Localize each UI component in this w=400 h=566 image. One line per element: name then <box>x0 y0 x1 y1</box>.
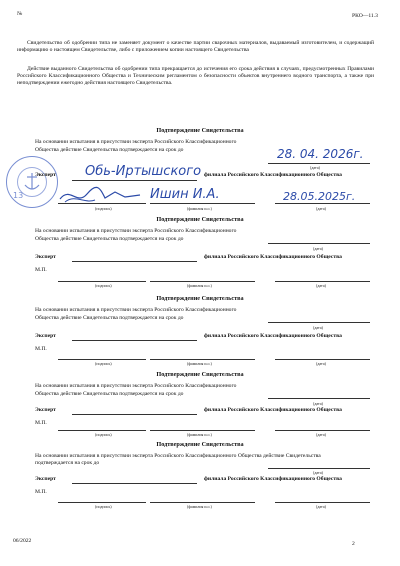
date-caption-2b: (дата) <box>316 283 326 288</box>
date-caption-1b: (дата) <box>316 206 326 211</box>
branch-label-5: филиала Российского Классификационного Общества <box>204 476 342 482</box>
basis-line-1b: Общества действие Свидетельства подтверждается на срок до <box>35 147 184 153</box>
basis-line-4a: На основании испытания в присутствии эксперта Российского Классификационного <box>35 383 237 389</box>
basis-line-1a: На основании испытания в присутствии эксперта Российского Классификационного <box>35 139 237 145</box>
date-caption-3a: (дата) <box>313 325 323 330</box>
expert-label-3: Эксперт <box>35 333 56 339</box>
handwritten-date-until: 28. 04. 2026г. <box>277 147 364 161</box>
date-caption-3b: (дата) <box>316 361 326 366</box>
handwritten-expert-name: Ишин И.А. <box>150 187 220 202</box>
intro-paragraph-1: Свидетельство об одобрении типа не заменяет документ о качестве партии сварочных материалов, выдаваемый изготовителем, и содержащий информацию о настоящем Свидетельстве, либо с приложением копии настоящего Свидетельства <box>17 40 374 53</box>
mp-label-3: М.П. <box>35 346 47 352</box>
confirmation-heading-5: Подтверждение Свидетельства <box>156 441 244 448</box>
sign-caption-1: (подпись) <box>95 206 112 211</box>
basis-line-3a: На основании испытания в присутствии эксперта Российского Классификационного <box>35 307 237 313</box>
date-caption-1a: (дата) <box>310 165 320 170</box>
date-caption-4b: (дата) <box>316 432 326 437</box>
basis-line-5: На основании испытания в присутствии эксперта Российского Классификационного Общества действие Свидетельства подтверждается на срок до <box>35 453 321 466</box>
confirmation-heading-4: Подтверждение Свидетельства <box>156 371 244 378</box>
name-caption-2: (фамилия и.о.) <box>187 283 212 288</box>
intro-paragraph-2: Действие выданного Свидетельства об одобрении типа прекращается до истечения его срока действия в случаях, предусмотренных Правилами Российского Классификационного Общества и Техническим регламентом о безопасности объектов внутреннего водного транспорта, а также при неподтверждении ежегодно действия настоящего Свидетельства. <box>17 66 374 86</box>
date-caption-4a: (дата) <box>313 401 323 406</box>
name-caption-4: (фамилия и.о.) <box>187 432 212 437</box>
basis-line-4b: Общества действие Свидетельства подтверждается на срок до <box>35 391 184 397</box>
number-mark: № <box>17 11 23 17</box>
mp-label-2: М.П. <box>35 267 47 273</box>
sign-caption-3: (подпись) <box>95 361 112 366</box>
date-caption-2a: (дата) <box>313 246 323 251</box>
sign-caption-4: (подпись) <box>95 432 112 437</box>
confirmation-heading-3: Подтверждение Свидетельства <box>156 295 244 302</box>
handwritten-branch-name: Обь-Иртышского <box>85 164 202 179</box>
sign-caption-2: (подпись) <box>95 283 112 288</box>
date-caption-5a: (дата) <box>313 470 323 475</box>
basis-line-2a: На основании испытания в присутствии эксперта Российского Классификационного <box>35 228 237 234</box>
mp-label-5: М.П. <box>35 489 47 495</box>
confirmation-heading-2: Подтверждение Свидетельства <box>156 216 244 223</box>
branch-label-1: филиала Российского Классификационного Общества <box>204 172 342 178</box>
mp-label-4: М.П. <box>35 420 47 426</box>
name-caption-1: (фамилия и.о.) <box>187 206 212 211</box>
official-stamp <box>6 156 58 208</box>
name-caption-3: (фамилия и.о.) <box>187 361 212 366</box>
page-number: 2 <box>352 541 355 547</box>
date-caption-5b: (дата) <box>316 504 326 509</box>
branch-label-2: филиала Российского Классификационного Общества <box>204 254 342 260</box>
sign-caption-5: (подпись) <box>95 504 112 509</box>
footer-date: 06/2022 <box>13 538 32 544</box>
expert-label-4: Эксперт <box>35 407 56 413</box>
name-caption-5: (фамилия и.о.) <box>187 504 212 509</box>
expert-label-5: Эксперт <box>35 476 56 482</box>
form-code: РКО—11.3 <box>352 13 378 19</box>
expert-label-1: Эксперт <box>35 172 56 178</box>
basis-line-3b: Общества действие Свидетельства подтверждается на срок до <box>35 315 184 321</box>
branch-label-3: филиала Российского Классификационного Общества <box>204 333 342 339</box>
expert-label-2: Эксперт <box>35 254 56 260</box>
handwritten-sign-date: 28.05.2025г. <box>283 190 356 203</box>
stamp-number: 13 <box>13 191 24 200</box>
confirmation-heading-1: Подтверждение Свидетельства <box>156 127 244 134</box>
basis-line-2b: Общества действие Свидетельства подтверждается на срок до <box>35 236 184 242</box>
branch-label-4: филиала Российского Классификационного Общества <box>204 407 342 413</box>
